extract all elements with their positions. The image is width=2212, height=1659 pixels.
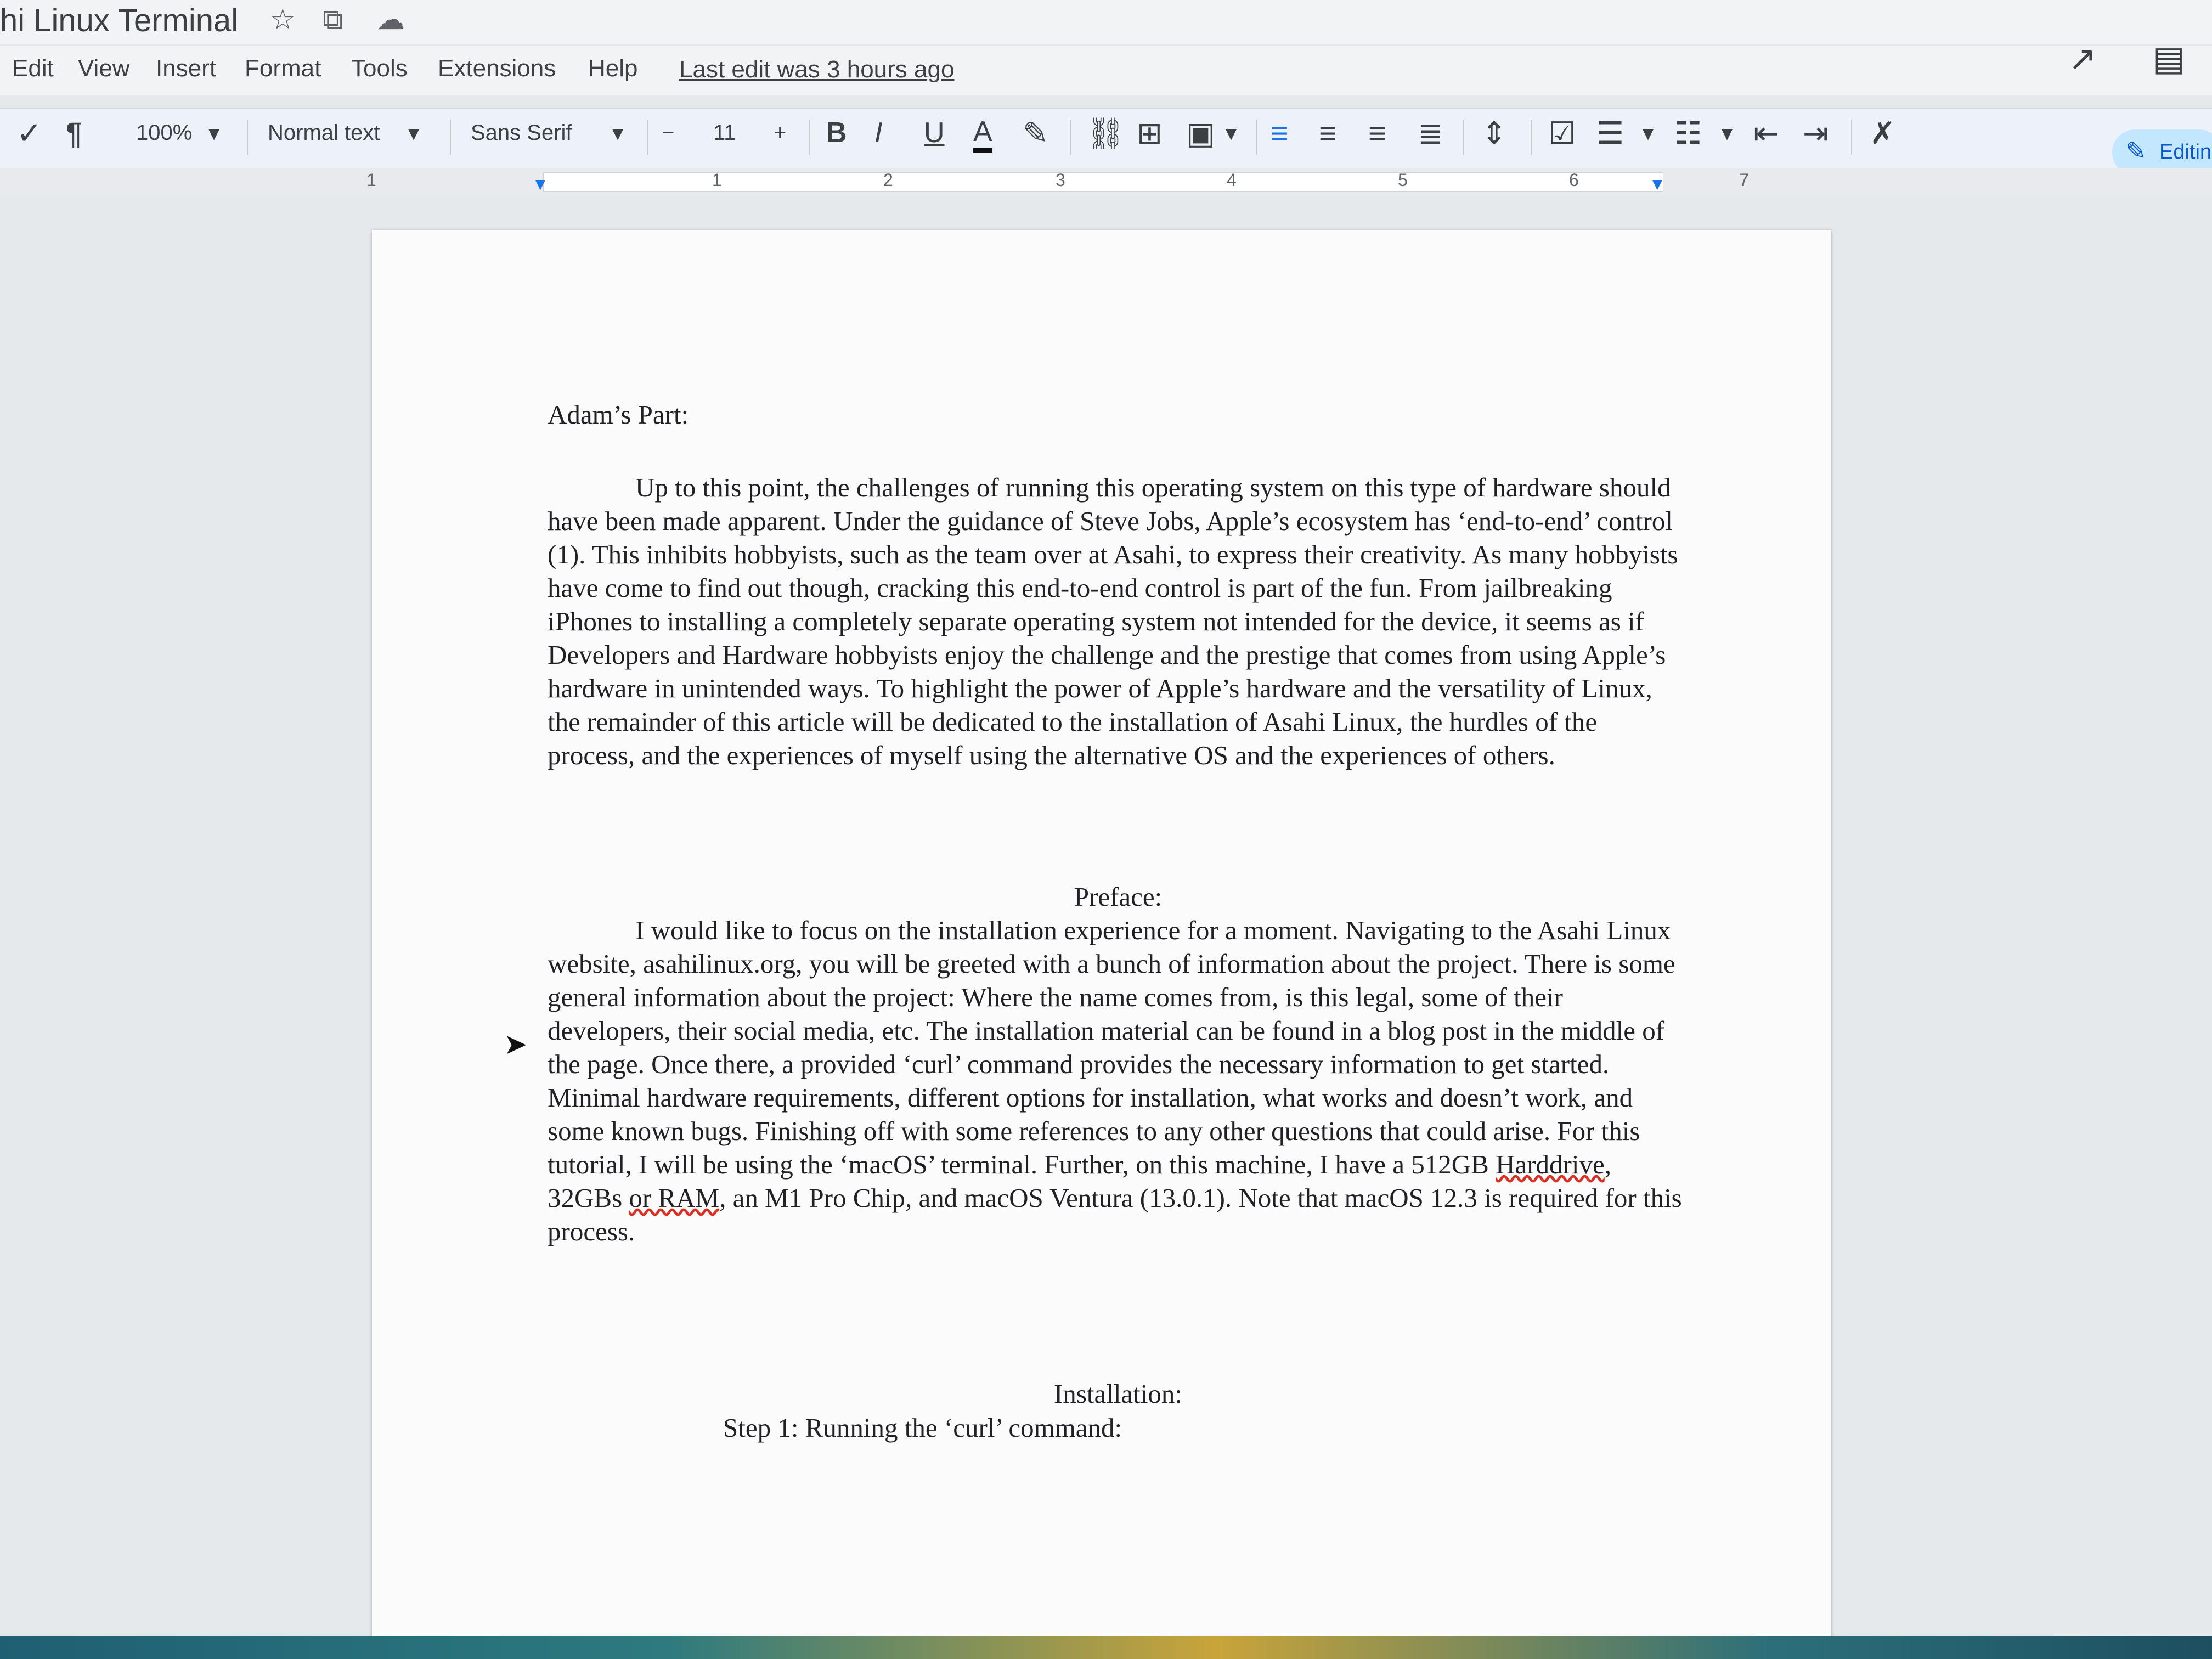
highlight-pen-icon[interactable]: ✎ [1023, 116, 1048, 150]
toolbar-divider [1463, 120, 1464, 155]
toolbar-divider [809, 120, 810, 155]
preface-text: , an M1 Pro Chip, and macOS Ventura (13.0.1). Note that macOS 12.3 is required for this process. [548, 1183, 1682, 1246]
menu-insert[interactable]: Insert [156, 55, 217, 82]
link-icon[interactable]: ⛓ [1086, 116, 1126, 150]
ruler [0, 168, 2212, 195]
font-size-input[interactable]: 11 [713, 121, 736, 145]
ruler-number: 3 [1056, 170, 1065, 190]
intro-paragraph: Up to this point, the challenges of running this operating system on this type of hardware should have been made apparent. Under the guidance of Steve Jobs, Apple’s ecosystem has ‘end-to-end’ control (1). This inhibits hobbyists, such as the team over at Asahi, to express their creativity. As many hobbyists have come to find out though, cracking this end-to-end control is part of the fun. From jailbreaking iPhones to installing a completely separate operating system not intended for the device, it seems as if Developers and Hardware hobbyists enjoy the challenge and the prestige that comes from using Apple’s hardware in unintended ways. To highlight the power of Apple’s hardware and the versatility of Linux, the remainder of this article will be dedicated to the installation of Asahi Linux, the hurdles of the process, and the experiences of myself using the alternative OS and the experiences of others. [548, 472, 1678, 770]
decrease-font-size-button[interactable]: − [662, 121, 675, 145]
comments-icon[interactable]: ▤ [2153, 40, 2185, 78]
move-to-folder-icon[interactable]: ⧉ [323, 4, 343, 36]
section-heading: Adam’s Part: [548, 399, 689, 430]
justify-icon[interactable]: ≣ [1418, 116, 1443, 150]
style-select[interactable]: Normal text [268, 121, 380, 145]
right-margin-marker-icon[interactable]: ▼ [1649, 176, 1666, 194]
installation-heading: Installation: [1053, 1379, 1183, 1409]
spelling-error[interactable]: or RAM [629, 1183, 720, 1213]
toolbar-divider [1070, 120, 1071, 155]
ruler-number: 4 [1227, 170, 1237, 190]
chevron-down-icon[interactable]: ▾ [612, 121, 624, 145]
align-right-icon[interactable]: ≡ [1368, 116, 1386, 150]
menu-view[interactable]: View [78, 55, 130, 82]
decrease-indent-icon[interactable]: ⇤ [1753, 116, 1779, 150]
menu-tools[interactable]: Tools [351, 55, 408, 82]
pencil-icon: ✎ [2125, 137, 2147, 165]
cloud-saved-icon[interactable]: ☁ [376, 4, 405, 36]
clear-formatting-icon[interactable]: ✗ [1870, 116, 1895, 150]
ruler-number: 5 [1398, 170, 1408, 190]
toolbar-divider [1256, 120, 1257, 155]
toolbar-divider [1851, 120, 1852, 155]
mouse-cursor-icon: ➤ [504, 1029, 528, 1060]
align-left-icon[interactable]: ≡ [1271, 116, 1289, 150]
preface-heading: Preface: [1074, 882, 1163, 912]
text-color-button[interactable]: A [973, 115, 992, 153]
toolbar-divider [247, 120, 248, 155]
italic-button[interactable]: I [874, 117, 883, 149]
menu-extensions[interactable]: Extensions [438, 55, 556, 82]
toolbar-divider [1531, 120, 1532, 155]
editing-mode-label: Editin [2159, 140, 2212, 163]
add-comment-icon[interactable]: ⊞ [1137, 116, 1163, 150]
align-center-icon[interactable]: ≡ [1319, 116, 1337, 150]
bulleted-list-icon[interactable]: ☰ [1596, 116, 1624, 150]
bold-button[interactable]: B [826, 117, 847, 149]
chevron-down-icon[interactable]: ▾ [1226, 121, 1237, 145]
increase-font-size-button[interactable]: + [774, 121, 787, 145]
spelling-error[interactable]: Harddrive [1496, 1149, 1605, 1180]
ruler-track[interactable] [543, 172, 1663, 192]
menu-edit[interactable]: Edit [12, 55, 54, 82]
document-page[interactable] [372, 230, 1831, 1659]
toolbar [0, 108, 2212, 170]
star-icon[interactable]: ☆ [270, 4, 296, 36]
menu-help[interactable]: Help [588, 55, 638, 82]
ruler-number: 7 [1739, 170, 1749, 190]
font-select[interactable]: Sans Serif [471, 121, 572, 145]
spellcheck-icon[interactable]: ✓ [16, 116, 42, 150]
paint-format-icon[interactable]: ¶ [66, 116, 83, 150]
ruler-number: 2 [883, 170, 893, 190]
menu-bar [0, 46, 2212, 95]
document-title[interactable]: hi Linux Terminal [0, 3, 239, 38]
insert-image-icon[interactable]: ▣ [1186, 116, 1215, 150]
underline-button[interactable]: U [924, 117, 945, 149]
last-edit-link[interactable]: Last edit was 3 hours ago [679, 56, 955, 83]
activity-trend-icon[interactable]: ↗ [2068, 40, 2097, 78]
menu-format[interactable]: Format [245, 55, 321, 82]
line-spacing-icon[interactable]: ⇕ [1481, 116, 1507, 150]
toolbar-divider [450, 120, 451, 155]
toolbar-divider [647, 120, 648, 155]
chevron-down-icon[interactable]: ▾ [1722, 121, 1733, 145]
title-bar [0, 0, 2212, 44]
ruler-number: 6 [1569, 170, 1579, 190]
chevron-down-icon[interactable]: ▾ [1643, 121, 1654, 145]
preface-text: I would like to focus on the installation experience for a moment. Navigating to the Asahi Linux website, asahilinux.org, you will be greeted with a bunch of information about the project. There is some general information about the project: Where the name comes from, is this legal, some of their developers, their social media, etc. The installation material can be found in a blog post in the middle of the page. Once there, a provided ‘curl’ command provides the necessary information to get started. Minimal hardware requirements, different options for installation, what works and doesn’t work, and some known bugs. Finishing off with some references to any other questions that could arise. For this tutorial, I will be using the ‘macOS’ terminal. Further, on this machine, I have a 512GB [548, 915, 1675, 1180]
ruler-number: 1 [366, 170, 376, 190]
chevron-down-icon[interactable]: ▾ [208, 121, 220, 145]
preface-paragraph [548, 913, 1689, 1248]
desktop-background [0, 1636, 2212, 1659]
step-heading: Step 1: Running the ‘curl’ command: [723, 1413, 1122, 1443]
ruler-number: 1 [712, 170, 722, 190]
checklist-icon[interactable]: ☑ [1548, 116, 1576, 150]
preface-text: , 32GBs [548, 1149, 1611, 1213]
numbered-list-icon[interactable]: ☷ [1674, 116, 1702, 150]
chevron-down-icon[interactable]: ▾ [408, 121, 420, 145]
increase-indent-icon[interactable]: ⇥ [1803, 116, 1829, 150]
indent-marker-icon[interactable]: ▼ [532, 176, 549, 194]
zoom-select[interactable]: 100% [136, 121, 193, 145]
